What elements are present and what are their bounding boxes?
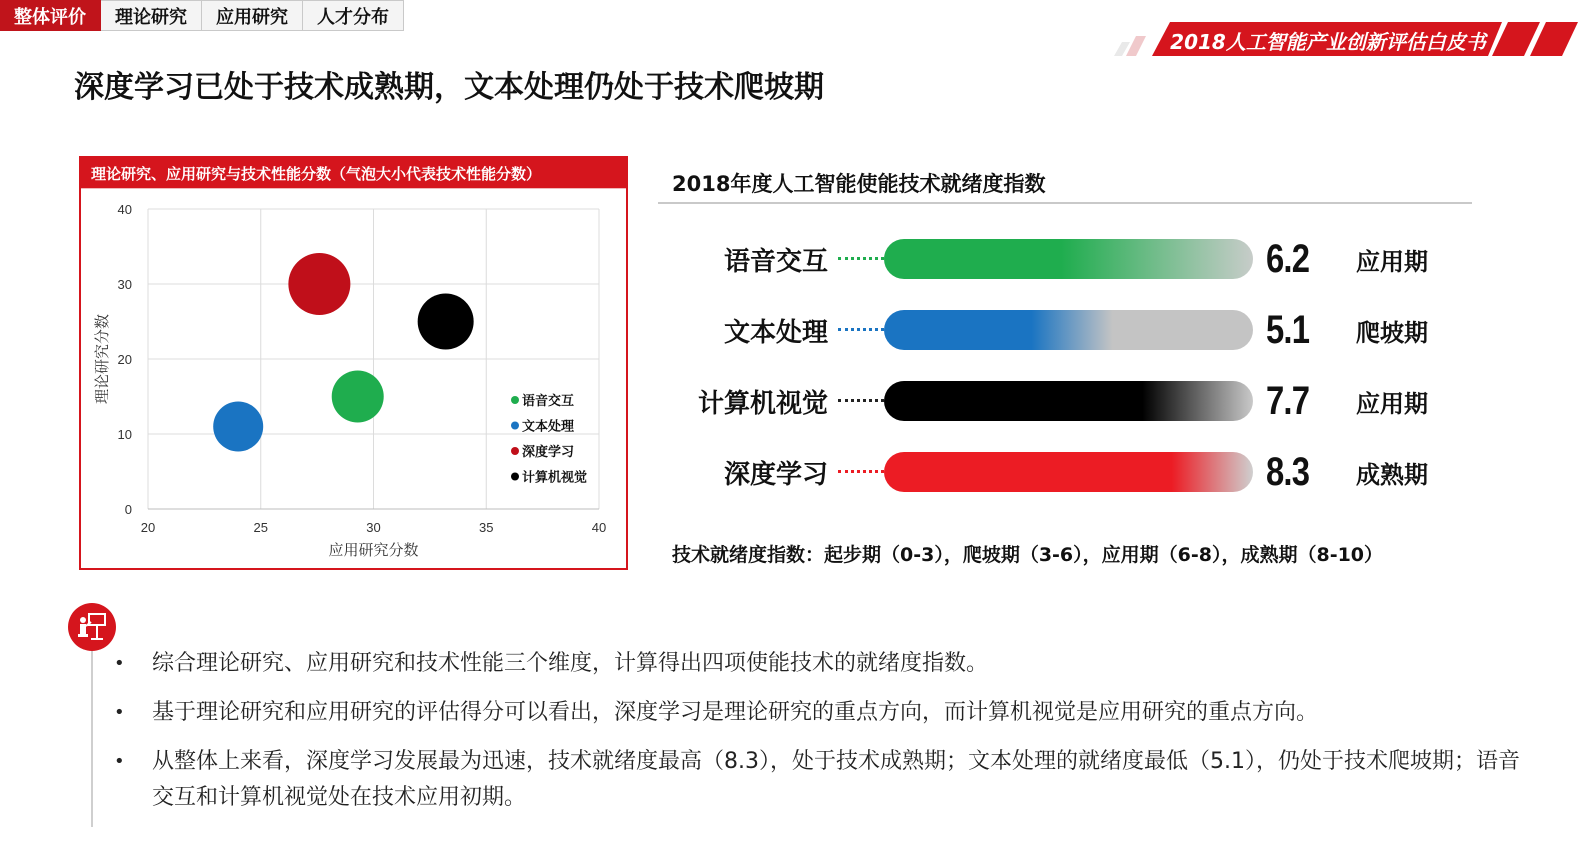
bubble-计算机视觉 — [418, 294, 474, 350]
readiness-value: 7.7 — [1266, 378, 1310, 423]
conclusion-list — [114, 646, 1524, 829]
x-tick-label: 30 — [366, 520, 381, 535]
readiness-stage: 应用期 — [1356, 389, 1428, 418]
readiness-title: 2018年度人工智能使能技术就绪度指数 — [672, 172, 1046, 196]
legend-marker — [511, 473, 519, 481]
legend-entry: 深度学习 — [522, 445, 575, 460]
readiness-stage-legend: 技术就绪度指数：起步期（0-3），爬坡期（3-6），应用期（6-8），成熟期（8-10） — [672, 544, 1384, 566]
y-tick-label: 30 — [117, 277, 132, 292]
y-axis-label: 理论研究分数 — [93, 313, 111, 405]
conclusion-item — [114, 695, 1524, 731]
bubble-chart-panel — [79, 156, 628, 570]
readiness-value: 6.2 — [1266, 236, 1310, 281]
brand-banner — [1100, 20, 1588, 60]
tab-overall[interactable]: 整体评价 — [0, 0, 101, 31]
readiness-leader-dots — [838, 399, 884, 402]
readiness-row-deep-learning — [660, 449, 1480, 494]
tab-theory-research[interactable]: 理论研究 — [101, 0, 202, 31]
readiness-label: 计算机视觉 — [697, 388, 828, 419]
readiness-bar — [884, 381, 1253, 421]
legend-marker — [511, 396, 519, 404]
bubble-chart — [81, 158, 626, 568]
readiness-bar — [884, 452, 1253, 492]
readiness-bar — [884, 239, 1253, 279]
bubble-文本处理 — [213, 402, 263, 452]
readiness-value: 5.1 — [1266, 307, 1310, 352]
readiness-title-rule — [658, 202, 1472, 204]
presentation-icon — [68, 603, 116, 651]
legend-entry: 文本处理 — [522, 419, 575, 435]
conclusion-text: 从整体上来看，深度学习发展最为迅速，技术就绪度最高（8.3），处于技术成熟期；文本处理的就绪度最低（5.1），仍处于技术爬坡期；语音交互和计算机视觉处在技术应用初期。 — [152, 749, 1520, 810]
x-tick-label: 20 — [140, 520, 156, 535]
readiness-value: 8.3 — [1266, 449, 1310, 494]
readiness-bar — [884, 310, 1253, 350]
bubble-chart-title: 理论研究、应用研究与技术性能分数（气泡大小代表技术性能分数） — [81, 158, 626, 188]
readiness-leader-dots — [838, 470, 884, 473]
legend-entry: 语音交互 — [522, 394, 575, 409]
y-tick-label: 10 — [117, 427, 132, 442]
readiness-label: 语音交互 — [723, 246, 828, 277]
bubble-深度学习 — [288, 253, 350, 315]
legend-marker — [511, 422, 519, 430]
tab-talent-distribution[interactable]: 人才分布 — [303, 0, 404, 31]
legend-entry: 计算机视觉 — [522, 470, 588, 486]
conclusion-divider — [91, 651, 93, 827]
bubble-语音交互 — [332, 371, 384, 423]
readiness-row-speech — [660, 236, 1480, 281]
readiness-stage: 爬坡期 — [1356, 318, 1428, 347]
tab-bar — [0, 0, 404, 31]
readiness-label: 文本处理 — [723, 317, 828, 348]
readiness-label: 深度学习 — [723, 459, 828, 490]
bullet: • — [114, 751, 125, 772]
readiness-leader-dots — [838, 328, 884, 331]
x-tick-label: 25 — [253, 520, 268, 535]
readiness-leader-dots — [838, 257, 884, 260]
legend-marker — [511, 447, 519, 455]
conclusion-text: 基于理论研究和应用研究的评估得分可以看出，深度学习是理论研究的重点方向，而计算机视觉是应用研究的重点方向。 — [152, 700, 1319, 725]
x-axis-label: 应用研究分数 — [328, 541, 419, 559]
conclusion-item — [114, 646, 1524, 682]
x-tick-label: 35 — [479, 520, 494, 535]
conclusion-text: 综合理论研究、应用研究和技术性能三个维度，计算得出四项使能技术的就绪度指数。 — [152, 651, 989, 676]
y-tick-label: 0 — [124, 502, 132, 517]
readiness-row-vision — [660, 378, 1480, 423]
bullet: • — [114, 653, 125, 674]
conclusion-item — [114, 744, 1524, 816]
y-tick-label: 40 — [117, 202, 132, 217]
readiness-stage: 成熟期 — [1356, 460, 1428, 489]
page-title: 深度学习已处于技术成熟期，文本处理仍处于技术爬坡期 — [74, 70, 824, 105]
brand-title: 2018人工智能产业创新评估白皮书 — [1170, 29, 1486, 54]
x-tick-label: 40 — [591, 520, 607, 535]
bullet: • — [114, 702, 125, 723]
tab-application-research[interactable]: 应用研究 — [202, 0, 303, 31]
readiness-stage: 应用期 — [1356, 247, 1428, 276]
y-tick-label: 20 — [117, 352, 132, 367]
readiness-row-text — [660, 307, 1480, 352]
